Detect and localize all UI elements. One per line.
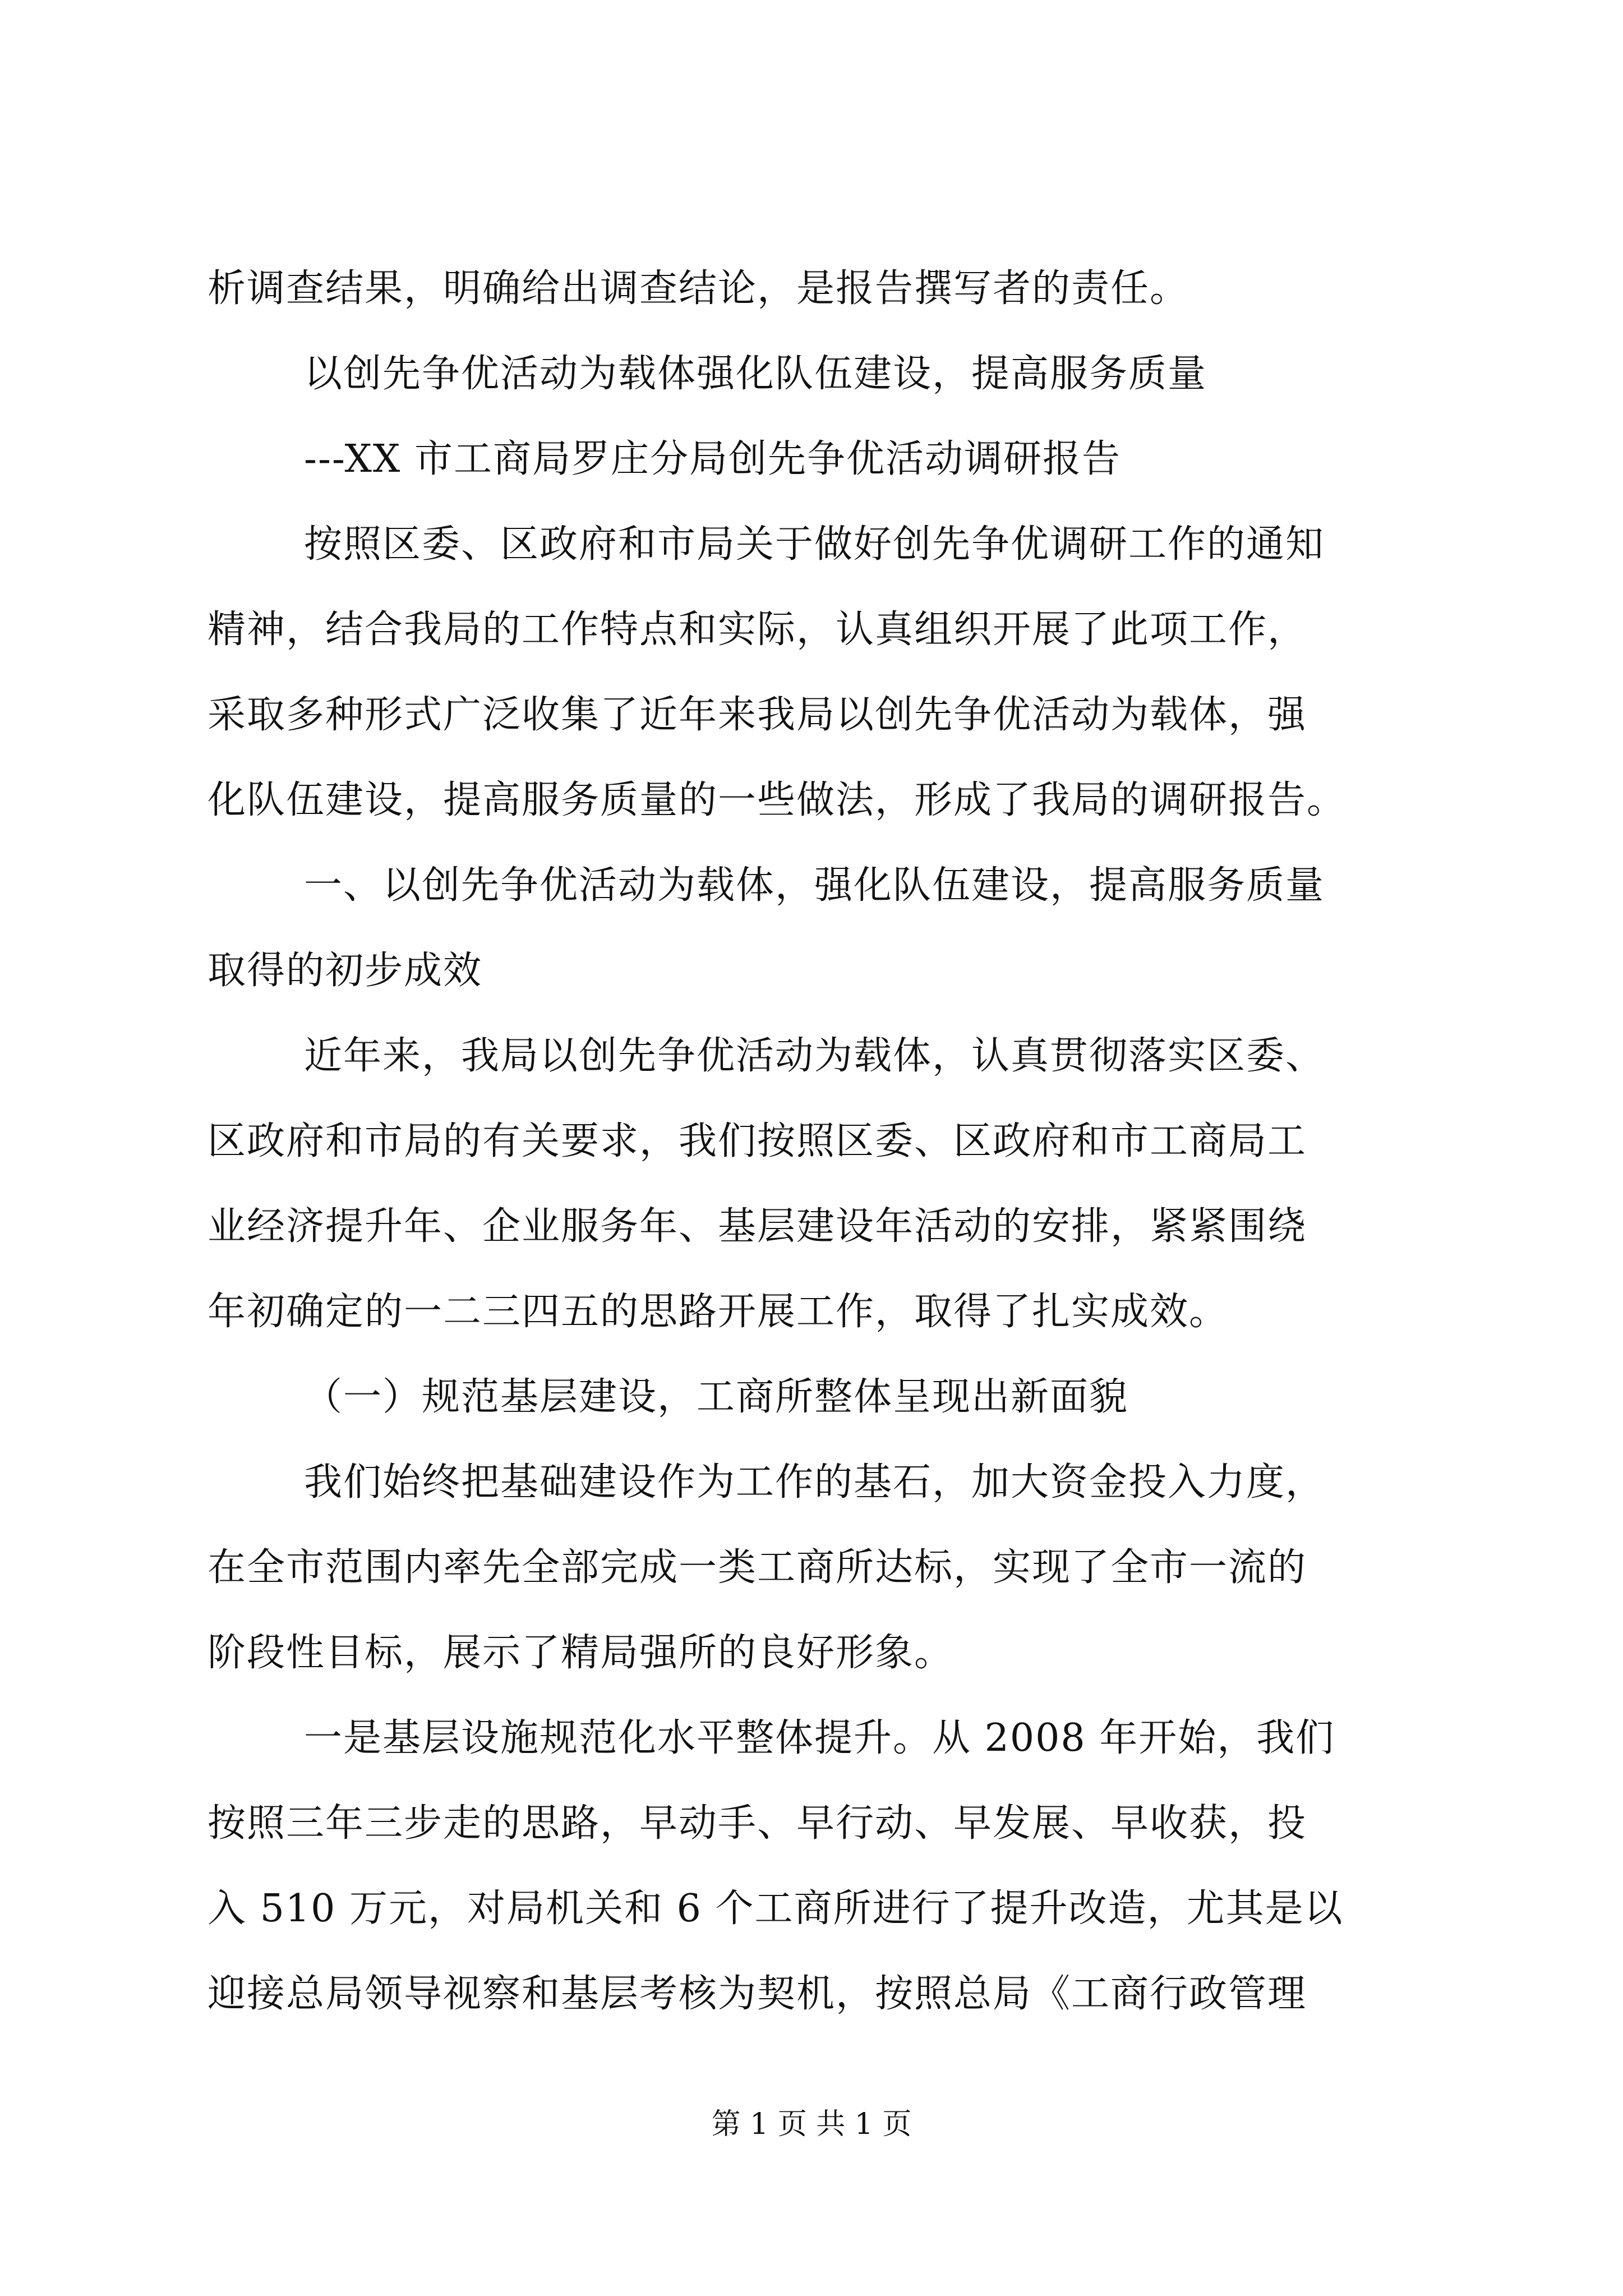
body-line: 一是基层设施规范化水平整体提升。从 2008 年开始，我们	[304, 1716, 1335, 1760]
page-footer: 第 1 页 共 1 页	[711, 2108, 912, 2141]
body-line: 区政府和市局的有关要求，我们按照区委、区政府和市工商局工	[208, 1119, 1307, 1163]
body-line: 迎接总局领导视察和基层考核为契机，按照总局《工商行政管理	[208, 1972, 1307, 2016]
section-heading: 取得的初步成效	[208, 949, 483, 993]
body-line: 入 510 万元，对局机关和 6 个工商所进行了提升改造，尤其是以	[208, 1887, 1344, 1931]
body-line: 年初确定的一二三四五的思路开展工作，取得了扎实成效。	[208, 1290, 1229, 1334]
body-line: 在全市范围内率先全部完成一类工商所达标，实现了全市一流的	[208, 1545, 1307, 1590]
body-line: 近年来，我局以创先争优活动为载体，认真贯彻落实区委、	[304, 1034, 1325, 1078]
body-line: 按照区委、区政府和市局关于做好创先争优调研工作的通知	[304, 522, 1325, 567]
report-title: 以创先争优活动为载体强化队伍建设，提高服务质量	[304, 352, 1207, 396]
report-subtitle: ---XX 市工商局罗庄分局创先争优活动调研报告	[304, 437, 1121, 481]
subsection-heading: （一）规范基层建设，工商所整体呈现出新面貌	[304, 1375, 1129, 1419]
body-line: 我们始终把基础建设作为工作的基石，加大资金投入力度，	[304, 1460, 1325, 1504]
body-line: 阶段性目标，展示了精局强所的良好形象。	[208, 1631, 954, 1675]
body-line: 业经济提升年、企业服务年、基层建设年活动的安排，紧紧围绕	[208, 1204, 1307, 1249]
body-line: 化队伍建设，提高服务质量的一些做法，形成了我局的调研报告。	[208, 778, 1347, 822]
body-line: 精神，结合我局的工作特点和实际，认真组织开展了此项工作，	[208, 608, 1307, 652]
body-line: 析调查结果，明确给出调查结论，是报告撰写者的责任。	[208, 266, 1189, 311]
section-heading: 一、以创先争优活动为载体，强化队伍建设，提高服务质量	[304, 863, 1325, 908]
body-line: 采取多种形式广泛收集了近年来我局以创先争优活动为载体，强	[208, 693, 1307, 737]
body-line: 按照三年三步走的思路，早动手、早行动、早发展、早收获，投	[208, 1801, 1307, 1846]
